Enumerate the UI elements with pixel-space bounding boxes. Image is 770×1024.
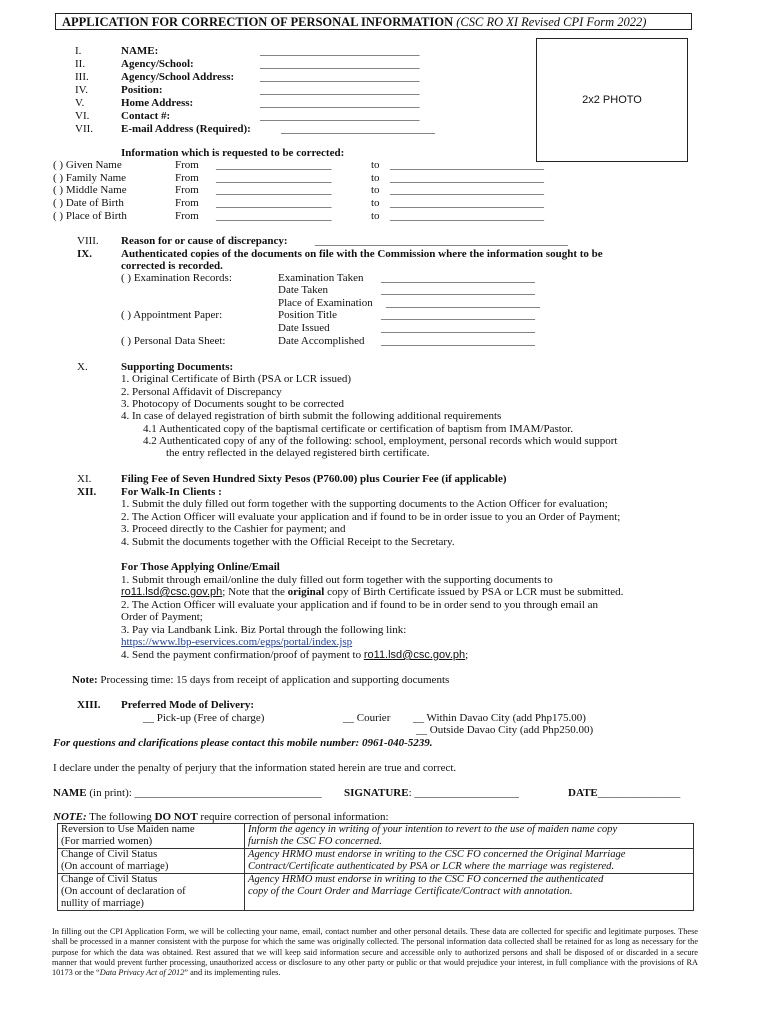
delivery-heading: Preferred Mode of Delivery: [121, 699, 255, 711]
correction-option[interactable]: ( ) Family Name [53, 172, 127, 184]
agency-address-field[interactable]: _____________________________ [260, 71, 420, 83]
to-label: to [371, 210, 380, 222]
list-item [121, 649, 468, 662]
note-lead [53, 811, 389, 824]
from-field[interactable]: _____________________ [216, 159, 332, 171]
from-label: From [175, 210, 199, 222]
position-title-label: Position Title [278, 309, 338, 321]
table-cell [58, 874, 245, 911]
to-field[interactable]: ____________________________ [390, 172, 544, 184]
section-num: IX. [77, 248, 92, 260]
agency-address-label: Agency/School Address: [121, 71, 235, 83]
list-item: 4. Submit the documents together with the Official Receipt to the Secretary. [121, 536, 455, 548]
photo-label: 2x2 PHOTO [582, 93, 642, 106]
section-num: III. [75, 71, 89, 83]
table-row [58, 824, 694, 849]
email-field[interactable]: ____________________________ [281, 123, 435, 135]
declaration: I declare under the penalty of perjury that the information stated herein are true and correct. [53, 762, 457, 774]
contact-label: Contact #: [121, 110, 171, 122]
portal-link[interactable]: https://www.lbp-eservices.com/egps/portal/index.jsp [121, 636, 353, 648]
table-row [58, 874, 694, 911]
agency-field[interactable]: _____________________________ [260, 58, 420, 70]
to-label: to [371, 184, 380, 196]
cell-line: nullity of marriage) [61, 898, 144, 909]
print-name [53, 787, 322, 800]
table-cell [245, 874, 694, 911]
from-label: From [175, 197, 199, 209]
signature-label: SIGNATURE [344, 787, 409, 799]
to-label: to [371, 197, 380, 209]
list-subitem: 4.2 Authenticated copy of any of the following: school, employment, personal records which would support [143, 435, 618, 447]
cell-line: Change of Civil Status [61, 874, 158, 885]
position-field[interactable]: _____________________________ [260, 84, 420, 96]
correction-heading: Information which is requested to be corrected: [121, 147, 345, 159]
to-label: to [371, 172, 380, 184]
cell-line: Agency HRMO must endorse in writing to the CSC FO concerned the Original Marriage [248, 849, 626, 860]
correction-option[interactable]: ( ) Date of Birth [53, 197, 124, 209]
photo-box [536, 38, 688, 162]
cell-line: Contract/Certificate authenticated by PSA or LCR where the marriage was registered. [248, 861, 615, 872]
list-item: 2. Personal Affidavit of Discrepancy [121, 386, 282, 398]
home-address-label: Home Address: [121, 97, 194, 109]
correction-option[interactable]: ( ) Place of Birth [53, 210, 127, 222]
email-link[interactable]: ro11.lsd@csc.gov.ph [121, 586, 223, 598]
name-print-sub: (in print): [89, 787, 132, 799]
section-num: X. [77, 361, 88, 373]
courier-option[interactable]: __ Courier [343, 712, 391, 724]
exam-records-option[interactable]: ( ) Examination Records: [121, 272, 232, 284]
cell-line: Agency HRMO must endorse in writing to the CSC FO concerned the authenticated [248, 874, 604, 885]
note-lead-text: The following [89, 811, 152, 823]
emphasis: original [287, 586, 325, 598]
documents-heading: Authenticated copies of the documents on file with the Commission where the information sought to be [121, 248, 603, 260]
date [568, 787, 680, 800]
date-issued-field[interactable]: ____________________________ [381, 322, 535, 334]
section-num: VII. [75, 123, 94, 135]
processing-note [72, 674, 449, 687]
to-field[interactable]: ____________________________ [390, 197, 544, 209]
list-item: 3. Pay via Landbank Link. Biz Portal through the following link: [121, 624, 407, 636]
date-taken-label: Date Taken [278, 284, 329, 296]
reason-field[interactable]: ______________________________________________ [315, 235, 568, 247]
correction-option[interactable]: ( ) Middle Name [53, 184, 127, 196]
section-num: VI. [75, 110, 90, 122]
from-label: From [175, 184, 199, 196]
cell-line: Change of Civil Status [61, 849, 158, 860]
email-label: E-mail Address (Required): [121, 123, 251, 135]
list-item: Order of Payment; [121, 611, 203, 623]
contact-line: For questions and clarifications please contact this mobile number: 0961-040-5239. [53, 737, 433, 749]
date-field[interactable]: _______________ [597, 787, 681, 799]
home-address-field[interactable]: _____________________________ [260, 97, 420, 109]
exam-taken-label: Examination Taken [278, 272, 364, 284]
from-field[interactable]: _____________________ [216, 172, 332, 184]
date-taken-field[interactable]: ____________________________ [381, 284, 535, 296]
privacy-notice [52, 927, 698, 978]
from-field[interactable]: _____________________ [216, 184, 332, 196]
signature-colon: : [408, 787, 412, 799]
list-item: 3. Photocopy of Documents sought to be corrected [121, 398, 345, 410]
list-item-text: copy of Birth Certificate issued by PSA or LCR must be submitted. [327, 586, 624, 598]
from-label: From [175, 159, 199, 171]
date-accomplished-label: Date Accomplished [278, 335, 365, 347]
cell-line: copy of the Court Order and Marriage Certificate/Contract with annotation. [248, 886, 573, 897]
note-lead-emph: DO NOT [154, 811, 198, 823]
exceptions-table [57, 823, 694, 911]
section-num: I. [75, 45, 82, 57]
name-print-label: NAME [53, 787, 87, 799]
form-title-main: APPLICATION FOR CORRECTION OF PERSONAL INFORMATION [62, 15, 454, 29]
form-title [55, 13, 692, 30]
contact-field[interactable]: _____________________________ [260, 110, 420, 122]
privacy-act: Data Privacy Act of 2012 [99, 968, 185, 978]
note-lead-text: require correction of personal information: [200, 811, 389, 823]
name-field[interactable]: _____________________________ [260, 45, 420, 57]
exam-taken-field[interactable]: ____________________________ [381, 272, 535, 284]
position-label: Position: [121, 84, 163, 96]
outside-davao-option[interactable]: __ Outside Davao City (add Php250.00) [416, 724, 594, 736]
list-item: 3. Proceed directly to the Cashier for payment; and [121, 523, 346, 535]
cell-line: furnish the CSC FO concerned. [248, 836, 382, 847]
note-label: Note: [72, 674, 98, 686]
pickup-option[interactable]: __ Pick-up (Free of charge) [143, 712, 265, 724]
section-num: XIII. [77, 699, 101, 711]
position-title-field[interactable]: ____________________________ [381, 309, 535, 321]
to-label: to [371, 159, 380, 171]
pds-option[interactable]: ( ) Personal Data Sheet: [121, 335, 226, 347]
cell-line: (On account of declaration of [61, 886, 186, 897]
list-item: 2. The Action Officer will evaluate your application and if found to be in order send to you through email an [121, 599, 599, 611]
name-print-field[interactable]: __________________________________ [134, 787, 322, 799]
online-heading: For Those Applying Online/Email [121, 561, 280, 573]
list-subitem-cont: the entry reflected in the delayed registered birth certificate. [166, 447, 430, 459]
table-cell [245, 824, 694, 849]
within-davao-option[interactable]: __ Within Davao City (add Php175.00) [413, 712, 586, 724]
appointment-option[interactable]: ( ) Appointment Paper: [121, 309, 223, 321]
table-row [58, 849, 694, 874]
correction-option[interactable]: ( ) Given Name [53, 159, 122, 171]
note-lead-label: NOTE: [53, 811, 87, 823]
table-cell [58, 849, 245, 874]
from-field[interactable]: _____________________ [216, 210, 332, 222]
list-item-text: ; [465, 649, 469, 661]
to-field[interactable]: ____________________________ [390, 184, 544, 196]
place-exam-field[interactable]: ____________________________ [386, 297, 540, 309]
name-label: NAME: [121, 45, 159, 57]
list-item: 4. In case of delayed registration of birth submit the following additional requirements [121, 410, 502, 422]
table-cell [58, 824, 245, 849]
section-num: V. [75, 97, 85, 109]
place-exam-label: Place of Examination [278, 297, 373, 309]
privacy-end: ” and its implementing rules. [184, 968, 281, 978]
reason-label: Reason for or cause of discrepancy: [121, 235, 288, 247]
supporting-docs-heading: Supporting Documents: [121, 361, 234, 373]
date-accomplished-field[interactable]: ____________________________ [381, 335, 535, 347]
signature [344, 787, 519, 800]
privacy-text: In filling out the CPI Application Form, we will be collecting your name, email, contact number and other personal details. These data are collected for specific and legitimate purposes. These shall be processed in a manner consistent with the purpose for which the same was originally collected. The personal information data collected shall be retained for as long as necessary for the purpose for which the data was obtained. Rest assured that we will keep said information secure and accessible only to authorized persons and shall be disposed of or discarded in a secure manner that would prevent further processing, unauthorized access or disclosure to any other party or public or that would prejudice your interest, in full compliance with the provisions of RA 10173 or the “ [52, 927, 698, 978]
cell-line: (On account of marriage) [61, 861, 169, 872]
table-cell [245, 849, 694, 874]
from-label: From [175, 172, 199, 184]
filing-fee: Filing Fee of Seven Hundred Sixty Pesos (P760.00) plus Courier Fee (if applicable) [121, 473, 507, 485]
section-num: XI. [77, 473, 92, 485]
signature-field[interactable]: ___________________ [414, 787, 519, 799]
agency-label: Agency/School: [121, 58, 194, 70]
note-text: Processing time: 15 days from receipt of application and supporting documents [100, 674, 450, 686]
from-field[interactable]: _____________________ [216, 197, 332, 209]
list-item: 1. Submit the duly filled out form together with the supporting documents to the Action Officer for evaluation; [121, 498, 608, 510]
list-item: 2. The Action Officer will evaluate your application and if found to be in order issue to you an Order of Payment; [121, 511, 621, 523]
cell-line: (For married women) [61, 836, 153, 847]
cell-line: Reversion to Use Maiden name [61, 824, 195, 835]
section-num: IV. [75, 84, 88, 96]
form-number: (CSC RO XI Revised CPI Form 2022) [456, 15, 647, 29]
section-num: II. [75, 58, 86, 70]
walkin-heading: For Walk-In Clients : [121, 486, 222, 498]
list-subitem: 4.1 Authenticated copy of the baptismal certificate or certification of baptism from IMAM/Pastor. [143, 423, 574, 435]
email-link[interactable]: ro11.lsd@csc.gov.ph [363, 649, 466, 661]
list-item: 1. Submit through email/online the duly filled out form together with the supporting documents to [121, 574, 553, 586]
list-item-text: 4. Send the payment confirmation/proof of payment to [121, 649, 362, 661]
documents-heading-cont: corrected is recorded. [121, 260, 223, 272]
to-field[interactable]: ____________________________ [390, 159, 544, 171]
list-item: 1. Original Certificate of Birth (PSA or LCR issued) [121, 373, 352, 385]
to-field[interactable]: ____________________________ [390, 210, 544, 222]
date-issued-label: Date Issued [278, 322, 330, 334]
list-item [121, 586, 623, 599]
date-label: DATE [568, 787, 598, 799]
cell-line: Inform the agency in writing of your intention to revert to the use of maiden name copy [248, 824, 618, 835]
section-num: XII. [77, 486, 97, 498]
list-item-text: ; Note that the [222, 586, 285, 598]
section-num: VIII. [77, 235, 99, 247]
